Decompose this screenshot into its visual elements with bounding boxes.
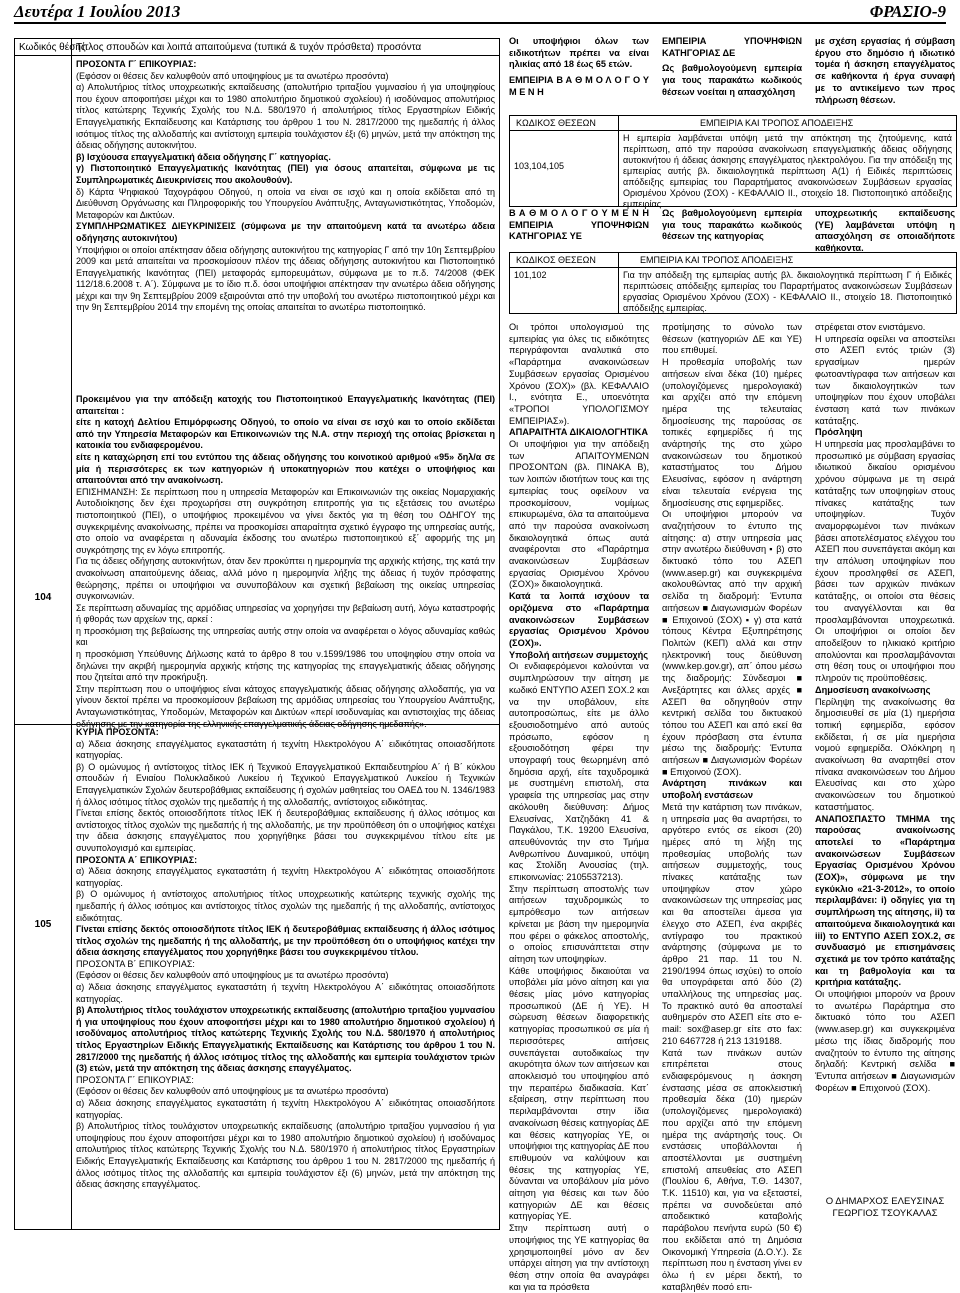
table2-text: Για την απόδειξη της εμπειρίας αυτής βλ. δικαιολογητικά περίπτωση Γ ή Ειδικές περιπτώσεις απόδειξης εμπειρίας του Παραρτήματος ανακοινώσεων Συμβάσεων εργασίας Ορισμένου Χρόνου (ΣΟΧ) - ΚΕΦΑΛΑΙΟ ΙΙ., στοιχείο 18. Πιστοποιητικό απόδειξης εμπειρίας. xyxy=(623,270,952,313)
paragraph: α) Άδεια άσκησης επαγγέλματος εγκαταστάτη ή τεχνίτη Ηλεκτρολόγου Α΄ ειδικότητας οποιασδήποτε κατηγορίας. xyxy=(76,866,495,888)
paragraph: α) Άδεια άσκησης επαγγέλματος εγκαταστάτη ή τεχνίτη Ηλεκτρολόγου Α΄ ειδικότητας οποιασδήποτε κατηγορίας. xyxy=(76,738,495,761)
paragraph: Στην περίπτωση αυτή ο υποψήφιος της ΥΕ κατηγορίας θα χρησιμοποιηθεί μόνο αν δεν υπάρχει αίτηση για την αντίστοιχη θέση στην οποία θα αναγράφει και για τα πρόσθετα xyxy=(509,1223,649,1292)
table1-text: Η εμπειρία λαμβάνεται υπόψη μετά την απόκτηση της ζητούμενης, κατά περίπτωση, από την παρούσα ανακοίνωση επαγγελματικής άδειας οδήγησης αυτοκινήτου ή άδειας άσκησης επαγγέλματος ηλεκτρολόγου. Για την απόδειξη της εμπειρίας αυτής βλ. δικαιολογητικά περίπτωση Α(1) ή Ειδικές περιπτώσεις απόδειξης εμπειρίας του Παραρτήματος ανακοινώσεων Συμβάσεων εργασίας Ορισμένου Χρόνου (ΣΟΧ) - ΚΕΦΑΛΑΙΟ ΙΙ., στοιχείο 18. Πιστοποιητικό απόδειξης εμπειρίας. xyxy=(623,133,952,209)
paragraph: είτε η κατοχή Δελτίου Επιμόρφωσης Οδηγού, το οποίο να είναι σε ισχύ και το οποίο εκδίδεται από την Υπηρεσία Μεταφορών και Επικοινωνιών της Ν.Α. στην περιοχή της οποίας βρίσκεται η κατοικία του ενδιαφερομένου. xyxy=(76,417,495,451)
paragraph: β) Ισχύουσα επαγγελματική άδεια οδήγησης Γ΄ κατηγορίας. xyxy=(76,151,331,162)
table2-header-code: ΚΩΔΙΚΟΣ ΘΕΣΕΩΝ xyxy=(516,255,596,265)
experience-table-ye xyxy=(509,252,957,314)
header-page: ΦΡΑΣΙΟ-9 xyxy=(869,2,946,21)
paragraph: ΠΡΟΣΟΝΤΑ Γ΄ ΕΠΙΚΟΥΡΙΑΣ: xyxy=(76,59,197,69)
paragraph: ΠΡΟΣΟΝΤΑ Β΄ ΕΠΙΚΟΥΡΙΑΣ: xyxy=(76,958,195,969)
paragraph: Περίληψη της ανακοίνωσης θα δημοσιευθεί σε μία (1) ημερήσια τοπική εφημερίδα, εφόσον εκδίδεται, ή σε μία ημερήσια νομού εφημερίδα. Ολόκληρη η ανακοίνωση θα αναρτηθεί στον πίνακα ανακοινώσεων του Δήμου Ελευσίνας και στο χώρο ανακοινώσεων του δημοτικού καταστήματος. xyxy=(815,696,955,812)
paragraph: α) Απολυτήριος τίτλος υποχρεωτικής εκπαίδευσης (απολυτήριο τριταξίου γυμνασίου ή για υποψηφίους που έχουν αποφοιτήσει μέχρι και το 1980 απολυτήριο δημοτικού σχολείου) ή ισοδύναμος απολυτήριος τίτλος κατώτερης Τεχνικής Σχολής του Ν.Δ. 580/1970 ή απολυτήριος τίτλος Εργαστηρίων Ειδικής Επαγγελματικής Εκπαίδευσης και Κατάρτισης του άρθρου 1 του Ν. 2817/2000 της ημεδαπής ή άλλος ισότιμος τίτλος της αλλοδαπής και αντίστοιχη εμπειρία τουλάχιστον έξι (6) μηνών, μετά την απόκτηση της άδειας οδήγησης αυτοκινήτου. xyxy=(76,82,495,151)
paragraph: δ) Κάρτα Ψηφιακού Ταχογράφου Οδηγού, η οποία να είναι σε ισχύ και η οποία εκδίδεται από τη Διεύθυνση Οργάνωσης και Πληροφορικής του Υπουργείου Ανάπτυξης, Ανταγωνιστικότητας, Υποδομών, Μεταφορών και Δικτύων. xyxy=(76,186,495,220)
paragraph: η προσκόμιση Υπεύθυνης Δήλωσης κατά το άρθρο 8 του ν.1599/1986 του υποψηφίου στην οποία να δηλώνει την ακριβή ημερομηνία αρχικής κτήσης της κατηγορίας της επαγγελματικής άδειας οδήγησης που ζητείται από την προκήρυξη. xyxy=(76,649,495,683)
age-note: Οι υποψήφιοι όλων των ειδικοτήτων πρέπει να είναι ηλικίας από 18 έως 65 ετών. ΕΜΠΕΙΡΙΑ Β Α Θ Μ Ο Λ Ο Γ Ο Υ Μ Ε Ν Η xyxy=(509,36,649,97)
paragraph: Η υπηρεσία οφείλει να αποστείλει στο ΑΣΕΠ εντός τριών (3) εργασίμων ημερών φωτοαντίγραφα των αιτήσεων και των δικαιολογητικών των υποψηφίων που έχουν υποβάλει ένσταση κατά των πινάκων κατάταξης. xyxy=(815,333,955,426)
paragraph: (Εφόσον οι θέσεις δεν καλυφθούν από υποψηφίους με τα ανωτέρω προσόντα) xyxy=(76,970,389,981)
paragraph: Γίνεται επίσης δεκτός οποιοσδήποτε τίτλος ΙΕΚ ή δευτεροβάθμιας εκπαίδευσης ή άλλος ισότιμος τίτλος σχολών της ημεδαπής ή της αλλοδαπής, με την προϋπόθεση ότι ο υποψήφιος κατέχει την άδεια άσκησης επαγγέλματος που χορηγήθηκε βάσει του συγκεκριμένου τίτλου. xyxy=(76,924,495,958)
paragraph: β) Ο ομώνυμος ή αντίστοιχος απολυτήριος τίτλος υποχρεωτικής κατώτερης τεχνικής σχολής της ημεδαπής ή άλλος ισότιμος και αντίστοιχος τίτλος σχολών της ημεδαπής ή της αλλοδαπής, αντίστοιχος ειδικότητας. xyxy=(76,889,495,923)
experience-de-heading: ΕΜΠΕΙΡΙΑ ΥΠΟΨΗΦΙΩΝ ΚΑΤΗΓΟΡΙΑΣ ΔΕ Ως βαθμολογούμενη εμπειρία για τους παρακάτω κωδικούς θέσεων νοείται η απασχόληση xyxy=(662,36,802,97)
paragraph: Οι ενδιαφερόμενοι καλούνται να συμπληρώσουν την αίτηση με κωδικό ΕΝΤΥΠΟ ΑΣΕΠ ΣΟΧ.2 και να την υποβάλουν, είτε αυτοπροσώπως, είτε με άλλο εξουσιοδοτημένο από αυτούς πρόσωπο, εφόσον η εξουσιοδότηση φέρει την υπογραφή τους θεωρημένη από δημόσια αρχή, είτε ταχυδρομικά με συστημένη επιστολή, στα γραφεία της υπηρεσίας μας στην ακόλουθη διεύθυνση: Δήμος Ελευσίνας, Χατζηδάκη 41 & Παγκάλου, Τ.Κ. 19200 Ελευσίνα, απευθύνοντάς την στο Τμήμα Ανθρωπίνου Δυναμικού, υπόψη κας Στολίδη Ανουσίας (τηλ. επικοινωνίας: 2105537213). xyxy=(509,661,649,883)
paragraph: Οι υποψήφιοι μπορούν να βρουν το ανωτέρω Παράρτημα στο δικτυακό τόπο του ΑΣΕΠ (www.asep.gr) και συγκεκριμένα μέσω της ίδιας διαδρομής που αναζητούν το έντυπο της αίτησης δηλαδή: Κεντρική σελίδα ■ Έντυπα αιτήσεων ■ Διαγωνισμών Φορέων ■ Επιχοινού (ΣΟΧ). xyxy=(815,989,955,1093)
page-header xyxy=(14,0,946,24)
paragraph: ΑΠΑΡΑΙΤΗΤΑ ΔΙΚΑΙΟΛΟΓΗΤΙΚΑ xyxy=(509,427,649,438)
paragraph: Υποψήφιοι οι οποίοι απέκτησαν άδεια οδήγησης αυτοκινήτου της κατηγορίας Γ από την 10η Σεπτεμβρίου 2009 και μετά απαιτείται να προσκομίσουν πλέον της άδειας οδήγησης αυτοκινήτου και Πιστοποιητικό Επαγγελματικής Ικανότητας (ΠΕΙ) μεταφοράς εμπορευμάτων, σύμφωνα με το π.δ. 74/2008 (ΦΕΚ 112/18.6.2008 τ. Α΄). Σύμφωνα με το ίδιο π.δ. όσοι υποψήφιοι απέκτησαν την ανωτέρω άδεια οδήγησης μέχρι και την 9η Σεπτεμβρίου 2009 εξαιρούνται από την υποβολή του ανωτέρω πιστοποιητικού μέχρι και την 9η Σεπτεμβρίου 2014 την επομένη της οποίας απαιτείται το ανωτέρω πιστοποιητικό. xyxy=(76,244,495,313)
paragraph: προτίμησης το σύνολο των θέσεων (κατηγοριών ΔΕ και ΥΕ) που επιθυμεί. xyxy=(662,322,802,356)
paragraph: Μετά την κατάρτιση των πινάκων, η υπηρεσία μας θα αναρτήσει, το αργότερο εντός σε είκοσι (20) ημέρες από τη λήξη της προθεσμίας υποβολής των αιτήσεων συμμετοχής, τους πίνακες κατάταξης των υποψηφίων στον χώρο ανακοινώσεων της υπηρεσίας μας και θα αποστείλει άμεσα για έλεγχο στο ΑΣΕΠ, ένα ακριβές αντίγραφο του πρακτικού ανάρτησης (σύμφωνα με το άρθρο 21 παρ. 11 του Ν. 2190/1994 όπως ισχύει) το οποίο θα υπογράφεται από δύο (2) υπαλλήλους της υπηρεσίας μας. Το πρακτικό αυτό θα αποσταλεί αυθημερόν στο ΑΣΕΠ είτε στο e-mail: sox@asep.gr είτε στο fax: 210 6467728 ή 213 1319188. xyxy=(662,801,802,1046)
paragraph: α) Άδεια άσκησης επαγγέλματος εγκαταστάτη ή τεχνίτη Ηλεκτρολόγου Α΄ ειδικότητας οποιασδήποτε κατηγορίας. xyxy=(76,1098,495,1120)
table2-header-experience: ΕΜΠΕΙΡΙΑ ΚΑΙ ΤΡΟΠΟΣ ΑΠΟΔΕΙΞΗΣ xyxy=(640,255,794,265)
paragraph: Η υπηρεσία μας προσλαμβάνει το προσωπικό με σύμβαση εργασίας ιδιωτικού δικαίου ορισμένου χρόνου σύμφωνα με τη σειρά κατάταξης των υποψηφίων στους πίνακες κατάταξης των υποψηφίων. Τυχόν αναμορφωμένοι των πινάκων βάσει αποτελέσματος ελέγχου του ΑΣΕΠ που συνεπάγεται ακόμη και την απόλυση υποψηφίων που έχουν προσληφθεί σε ΑΣΕΠ, βάσει των αρχικών πινάκων κατάταξης, οι οποίοι στα θέσεις του αναγγέλλονται και θα προσλαμβάνονται υποχρεωτικά. Οι υποψήφιοι οι οποίοι δεν αποδείξουν το ηλικιακό κριτήριο απολύονται και προσλαμβάνονται στη θέση τους οι υποψήφιοι που πληρούν τις προϋποθέσεις. xyxy=(815,439,955,684)
experience-ye-text: υποχρεωτικής εκπαίδευσης (ΥΕ) λαμβάνεται υπόψη η απασχόληση σε οποιαδήποτε καθήκοντα. xyxy=(815,208,955,254)
paragraph: (Εφόσον οι θέσεις δεν καλυφθούν από υποψηφίους με τα ανωτέρω προσόντα) xyxy=(76,1086,389,1097)
paragraph: Κατά των πινάκων αυτών επιτρέπεται στους ενδιαφερόμενους η άσκηση ένστασης μέσα σε αποκλειστική προθεσμία δέκα (10) ημερών (υπολογιζόμενες ημερολογιακά) που αρχίζει από την επόμενη ημέρα της ανάρτησής τους. Οι ενστάσεις υποβάλλονται ή αποστέλλονται με συστημένη επιστολή απευθείας στο ΑΣΕΠ (Πουλίου 6, Αθήνα, Τ.Θ. 14307, Τ.Κ. 11510) και, για να εξεταστεί, πρέπει να συνοδεύεται από αποδεικτικό καταβολής παράβολου πενήντα ευρώ (50 €) που εκδίδεται από τη Δημόσια Οικονομική Υπηρεσία (Δ.Ο.Υ.). Σε περίπτωση που η ένσταση γίνει εν όλω ή εν μέρει δεκτή, το καταβληθέν ποσό επι- xyxy=(662,1047,802,1292)
paragraph: α) Άδεια άσκησης επαγγέλματος εγκαταστάτη ή τεχνίτη Ηλεκτρολόγου Α΄ ειδικότητας οποιασδήποτε κατηγορίας. xyxy=(76,982,495,1004)
experience-de-text: με σχέση εργασίας ή σύμβαση έργου στο δημόσιο ή ιδιωτικό τομέα ή άσκηση επαγγέλματος σε καθήκοντα ή έργα συναφή με το αντικείμενο των προς πλήρωση θέσεων. xyxy=(815,36,955,105)
col-header-title: Τίτλος σπουδών και λοιπά απαιτούμενα (τυπικά & τυχόν πρόσθετα) προσόντα xyxy=(76,42,422,53)
column-b xyxy=(662,322,802,1292)
paragraph: στρέφεται στον ενιστάμενο. xyxy=(815,322,926,332)
paragraph: Στην περίπτωση αποστολής των αιτήσεων ταχυδρομικώς το εμπρόθεσμο των αιτήσεων κρίνεται με βάση την ημερομηνία που φέρει ο φάκελος αποστολής, ο οποίος επισυνάπτεται στην αίτηση των υποψηφίων. xyxy=(509,883,649,964)
qualifications-table xyxy=(14,38,500,1230)
paragraph: ΚΥΡΙΑ ΠΡΟΣΟΝΤΑ: xyxy=(76,727,159,737)
paragraph: ΠΡΟΣΟΝΤΑ Α΄ ΕΠΙΚΟΥΡΙΑΣ: xyxy=(76,854,198,865)
signature-block xyxy=(815,1196,955,1220)
position-code-104: 104 xyxy=(34,592,52,603)
paragraph: ΕΠΙΣΗΜΑΝΣΗ: Σε περίπτωση που η υπηρεσία Μεταφορών και Επικοινωνιών της οικείας Νομαρχιακής Αυτοδιοίκησης δεν έχει προχωρήσει στη συγκρότηση επιτροπής για τις εξετάσεις του ανωτέρω πιστοποιητικού (ΠΕΙ), ο υποψήφιος προκειμένου να γίνει δεκτός για τη θέση του ΟΔΗΓΟΥ της συγκεκριμένης ανακοίνωσης, πρέπει να προσκομίσει απαραίτητα σχετικό έγγραφο της υπηρεσίας αυτής, στο οποίο να αναφέρεται η αδυναμία έκδοσης του ανωτέρω πιστοποιητικού εξ΄ αφορμής της μη συγκρότησης της εν λόγω επιτροπής. xyxy=(76,486,495,555)
paragraph: Ανάρτηση πινάκων και υποβολή ενστάσεων xyxy=(662,778,802,801)
paragraph: Πρόσληψη xyxy=(815,427,863,438)
paragraph: ΣΥΜΠΛΗΡΩΜΑΤΙΚΕΣ ΔΙΕΥΚΡΙΝΙΣΕΙΣ (σύμφωνα με την απαιτούμενη κατά τα ανωτέρω άδεια οδήγησης αυτοκινήτου) xyxy=(76,221,495,243)
table1-header-experience: ΕΜΠΕΙΡΙΑ ΚΑΙ ΤΡΟΠΟΣ ΑΠΟΔΕΙΞΗΣ xyxy=(700,118,854,128)
paragraph: Κάθε υποψήφιος δικαιούται να υποβάλει μία μόνο αίτηση και για θέσεις μίας μόνο κατηγορίας προσωπικού (ΔΕ ή ΥΕ). Η σώρευση θέσεων διαφορετικής κατηγορίας προσωπικού σε μία ή περισσότερες αιτήσεις συνεπάγεται αυτοδικαίως την ακυρότητα όλων των αιτήσεων και αποκλεισμό του υποψηφίου από την περαιτέρω διαδικασία. Κατ΄ εξαίρεση, στην περίπτωση που περιλαμβάνονται στην ίδια ανακοίνωση θέσεις κατηγορίας ΔΕ και θέσεις κατηγορίας ΥΕ, οι υποψήφιοι της κατηγορίας ΔΕ που επιθυμούν να καλύψουν και θέσεις της κατηγορίας ΥΕ, δύνανται να υποβάλουν μία μόνο αίτηση για θέσεις και των δύο κατηγοριών ΔΕ και θέσεις κατηγορίας ΥΕ. xyxy=(509,965,649,1222)
paragraph: (Εφόσον οι θέσεις δεν καλυφθούν από υποψηφίους με τα ανωτέρω προσόντα) xyxy=(76,70,389,81)
column-c xyxy=(815,322,955,1162)
paragraph: Προκειμένου για την απόδειξη κατοχής του Πιστοποιητικού Επαγγελματικής Ικανότητας (ΠΕΙ) απαιτείται : xyxy=(76,394,495,416)
paragraph: β) Απολυτήριος τίτλος τουλάχιστον υποχρεωτικής εκπαίδευσης (απολυτήριο τριταξίου γυμνασίου ή για υποψηφίους που έχουν αποφοιτήσει μέχρι και το 1980 απολυτήριο δημοτικού σχολείου) ή ισοδύναμος απολυτήριος τίτλος κατώτερης Τεχνικής Σχολής του Ν.Δ. 580/1970 ή απολυτήριος τίτλος Εργαστηρίων Ειδικής Επαγγελματικής Εκπαίδευσης και Κατάρτισης του άρθρου 1 του Ν. 2817/2000 της ημεδαπής ή άλλος ισότιμος τίτλος της αλλοδαπής και εμπειρία τουλάχιστον τριών (3) ετών, μετά την απόκτηση της άδειας άσκησης επαγγέλματος. xyxy=(76,1005,495,1074)
experience-table-de xyxy=(509,115,957,207)
table1-header-code: ΚΩΔΙΚΟΣ ΘΕΣΕΩΝ xyxy=(516,118,596,128)
signature-name: ΓΕΩΡΓΙΟΣ ΤΣΟΥΚΑΛΑΣ xyxy=(832,1208,938,1219)
paragraph: β) Απολυτήριος τίτλος τουλάχιστον υποχρεωτικής εκπαίδευσης (απολυτήριο τριταξίου γυμνασίου ή για υποψηφίους που έχουν αποφοιτήσει μέχρι και το 1980 απολυτήριο δημοτικού σχολείου) ή ισοδύναμος απολυτήριος τίτλος κατώτερης Τεχνικής Σχολής του Ν.Δ. 580/1970 ή απολυτήριος τίτλος Εργαστηρίων Ειδικής Επαγγελματικής Εκπαίδευσης και Κατάρτισης του άρθρου 1 του Ν. 2817/2000 της ημεδαπής ή άλλος ισότιμος τίτλος της αλλοδαπής και εμπειρία τουλάχιστον έξι (6) μηνών, μετά την απόκτηση της άδειας άσκησης επαγγέλματος. xyxy=(76,1121,495,1190)
experience-ye-intro: Ως βαθμολογούμενη εμπειρία για τους παρακάτω κωδικούς θέσεων της κατηγορίας xyxy=(662,208,802,242)
paragraph: β) Ο ομώνυμος ή αντίστοιχος τίτλος ΙΕΚ ή Τεχνικού Επαγγελματικού Εκπαιδευτηρίου Α΄ ή Β΄ κύκλου σπουδών ή Ενιαίου Πολυκλαδικού Λυκείου ή Τεχνικού Επαγγελματικού Λυκείου ή Τεχνικών Επαγγελματικών Σχολών δευτεροβάθμιας εκπαίδευσης ή σχολών μαθητείας του ΟΑΕΔ του Ν. 1346/1983 ή άλλος ισότιμος τίτλος σχολών της ημεδαπής ή της αλλοδαπής, αντίστοιχος ειδικότητας. xyxy=(76,761,495,807)
paragraph: Κατά τα λοιπά ισχύουν τα οριζόμενα στο «Παράρτημα ανακοινώσεων Συμβάσεων εργασίας Ορισμένου Χρόνου (ΣΟΧ)». xyxy=(509,591,649,648)
paragraph: είτε η καταχώρηση επί του εντύπου της άδειας οδήγησης του κοινοτικού αριθμού «95» δηλ/α σε μία ή περισσότερες εκ των κατηγοριών ή υποκατηγοριών που κατέχει ο υποψήφιος και απαιτούνται από την ανακοίνωση. xyxy=(76,451,495,486)
paragraph: Η προθεσμία υποβολής των αιτήσεων είναι δέκα (10) ημέρες (υπολογιζόμενες ημερολογιακά) και αρχίζει από την επόμενη ημέρα της τελευταίας δημοσίευσης της παρούσας σε τοπικές εφημερίδες ή της ανάρτησής της στο χώρο ανακοινώσεων του δημοτικού καταστήματος του Δήμου Ελευσίνας, εφόσον η ανάρτηση είναι τελευταία ενέργεια της δημοσίευσης στις εφημερίδες. xyxy=(662,357,802,508)
position-code-105: 105 xyxy=(34,919,52,930)
header-date: Δευτέρα 1 Ιουλίου 2013 xyxy=(14,2,181,21)
block-105-qualifications xyxy=(76,727,495,1191)
paragraph: η προσκόμιση της βεβαίωσης της υπηρεσίας αυτής στην οποία να αναφέρεται ο λόγος αδυναμίας καθώς και xyxy=(76,625,495,648)
paragraph: Υποβολή αιτήσεων συμμετοχής xyxy=(509,649,649,660)
signature-title: Ο ΔΗΜΑΡΧΟΣ ΕΛΕΥΣΙΝΑΣ xyxy=(825,1196,945,1207)
paragraph: Οι τρόποι υπολογισμού της εμπειρίας για όλες τις ειδικότητες περιγράφονται αναλυτικά στο «Παράρτημα ανακοινώσεων Συμβάσεων εργασίας Ορισμένου Χρόνου (ΣΟΧ)» (βλ. ΚΕΦΑΛΑΙΟ Ι., ενότητα Ε., υποενότητα «ΤΡΟΠΟΙ ΥΠΟΛΟΓΙΣΜΟΥ ΕΜΠΕΙΡΙΑΣ»). xyxy=(509,322,649,426)
paragraph: Δημοσίευση ανακοίνωσης xyxy=(815,684,931,695)
table2-codes: 101,102 xyxy=(514,270,547,280)
paragraph: γ) Πιστοποιητικό Επαγγελματικής Ικανότητας (ΠΕΙ) για όσους απαιτείται, σύμφωνα με τις Συμπληρωματικές Διευκρινίσεις που ακολουθούν). xyxy=(76,163,495,185)
block-104-qualifications xyxy=(76,59,495,314)
table1-codes: 103,104,105 xyxy=(514,161,565,171)
paragraph: Για τις άδειες οδήγησης αυτοκινήτων, όταν δεν προκύπτει η ημερομηνία της αρχικής κτήσης, της κατά την ανακοίνωση απαιτούμενης άδειας, αλλά μόνο η ημερομηνία λήξης της άδειας ή τυχόν πρόσφατης θεώρησης, πρέπει οι υποψήφιοι να συνυποβάλουν και σχετική βεβαίωση της οικείας υπηρεσίας συγκοινωνιών. xyxy=(76,556,495,602)
paragraph: Οι υποψήφιοι μπορούν να αναζητήσουν το έντυπο της αίτησης: α) στην υπηρεσία μας στην ανωτέρω διεύθυνση ▪ β) στο δικτυακό τόπο του ΑΣΕΠ (www.asep.gr) και συγκεκριμένα ακολουθώντας από την αρχική σελίδα τη διαδρομή: Έντυπα αιτήσεων ■ Διαγωνισμών Φορέων ■ Επιχοινού (ΣΟΧ) ▪ γ) στα κατά τόπους Κέντρα Εξυπηρέτησης Πολιτών (ΚΕΠ) αλλά και στην ηλεκτρονική τους διεύθυνση (www.kep.gov.gr), απ΄ όπου μέσω της διαδρομής: Σύνδεσμοι ■ Ανεξάρτητες και άλλες αρχές ■ ΑΣΕΠ θα οδηγηθούν στην κεντρική σελίδα του δικτυακού τόπου του ΑΣΕΠ και από εκεί θα έχουν πρόσβαση στα έντυπα μέσω της διαδρομής: Έντυπα αιτήσεων ■ Διαγωνισμών Φορέων ■ Επιχοινού (ΣΟΧ). xyxy=(662,509,802,777)
column-a xyxy=(509,322,649,1292)
paragraph: Σε περίπτωση αδυναμίας της αρμόδιας υπηρεσίας να χορηγήσει την βεβαίωση αυτή, λόγω καταστροφής ή φθοράς των αρχείων της, αρκεί : xyxy=(76,602,495,625)
paragraph: ΠΡΟΣΟΝΤΑ Γ΄ ΕΠΙΚΟΥΡΙΑΣ: xyxy=(76,1074,194,1085)
paragraph: Γίνεται επίσης δεκτός οποιοσδήποτε τίτλος ΙΕΚ ή δευτεροβάθμιας εκπαίδευσης ή άλλος ισότιμος και αντίστοιχος τίτλος σχολών της ημεδαπής ή της αλλοδαπής, με την προϋπόθεση ότι ο υποψήφιος κατέχει την άδεια άσκησης επαγγέλματος που χορηγήθηκε βάσει του συγκεκριμένου τίτλου είτε με συνυπολογισμό και εμπειρίας. xyxy=(76,808,495,853)
block-104-clarifications xyxy=(76,394,495,730)
paragraph: Στην περίπτωση που ο υποψήφιος είναι κάτοχος επαγγελματικής άδειας οδήγησης αλλοδαπής, για να γίνουν δεκτοί πρέπει να προσκομίσουν βεβαίωση της αρμόδιας υπηρεσίας του Υπουργείου Ανάπτυξης, Ανταγωνιστικότητας, Υποδομών, Μεταφορών και Δικτύων «περί ισοδυναμίας και αντιστοιχίας της άδειας οδήγησης με την κατηγορία της ελληνικής επαγγελματικής άδειας οδήγησης ημεδαπής». xyxy=(76,683,495,729)
paragraph: Οι υποψήφιοι για την απόδειξη των ΑΠΑΙΤΟΥΜΕΝΩΝ ΠΡΟΣΟΝΤΩΝ (βλ. ΠΙΝΑΚΑ Β), των λοιπών ιδιοτήτων τους και της εμπειρίας τους οφείλουν να προσκομίσουν, νομίμως επικυρωμένα, όλα τα απαιτούμενα από την παρούσα ανακοίνωση δικαιολογητικά όπως αυτά αναφέρονται στο «Παράρτημα ανακοινώσεων Συμβάσεων εργασίας Ορισμένου Χρόνου (ΣΟΧ)» δικαιολογητικά. xyxy=(509,439,649,590)
col-header-code: Κωδικός θέσης xyxy=(19,42,86,53)
paragraph: ΑΝΑΠΟΣΠΑΣΤΟ ΤΜΗΜΑ της παρούσας ανακοίνωσης αποτελεί το «Παράρτημα ανακοινώσεων Συμβάσεων Εργασίας Ορισμένου Χρόνου (ΣΟΧ)», σύμφωνα με την εγκύκλιο «21-3-2012», το οποίο περιλαμβάνει: i) οδηγίες για τη συμπλήρωση της αίτησης, ii) τα απαιτούμενα δικαιολογητικά και iii) το ΕΝΤΥΠΟ ΑΣΕΠ ΣΟΧ.2, σε συνδυασμό με επισημάνσεις σχετικά με τον τρόπο κατάταξης και τη βαθμολογία και τα κριτήρια κατάταξης. xyxy=(815,813,955,988)
experience-ye-heading: Β Α Θ Μ Ο Λ Ο Γ Ο Υ Μ Ε Ν Η ΕΜΠΕΙΡΙΑ ΥΠΟΨΗΦΙΩΝ ΚΑΤΗΓΟΡΙΑΣ ΥΕ xyxy=(509,208,649,242)
